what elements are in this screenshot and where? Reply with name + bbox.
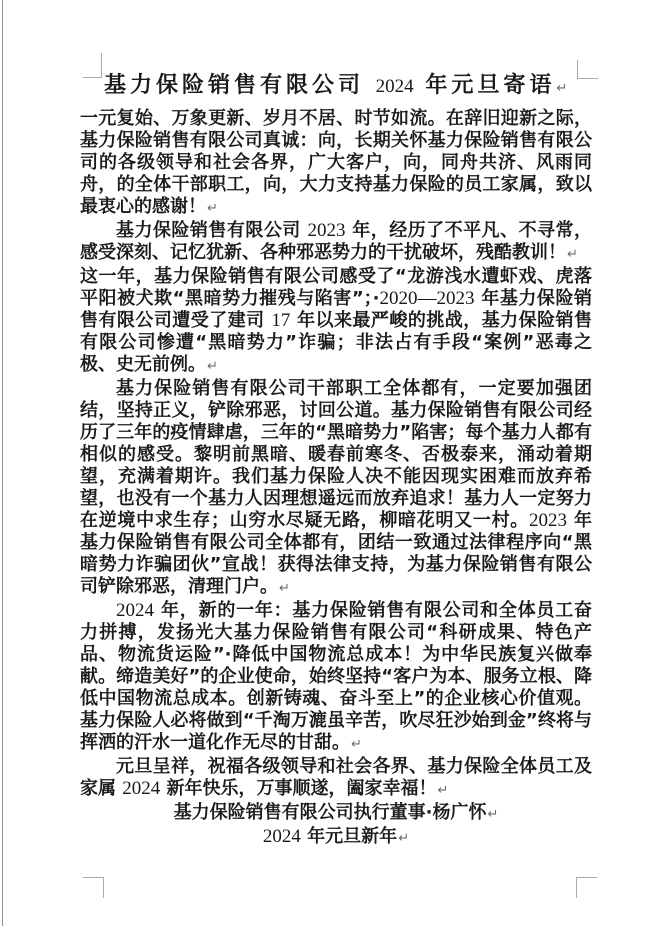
paragraph-text: 基力保险销售有限公司干部职工全体都有，一定要加强团结，坚持正义，铲除邪恶，讨回公道。基力保险销售有限公司经历了三年的疫情肆虐，三年的“黑暗势力”陷害；每个基力人都有相似的感受。黎明前黑暗、暖春前寒冬、否极泰来，涌动着期望，充满着期许。我们基力保险人决不能因现实困难而放弃希望，也没有一个基力人因理想遥远而放弃追求！基力人一定努力在逆境中求生存；山穷水尽疑无路，柳暗花明又一村。2023 年基力保险销售有限公司全体都有，团结一致通过法律程序向“黑暗势力诈骗团伙”宣战！获得法律支持，为基力保险销售有限公司铲除邪恶，清理门户。 bbox=[80, 378, 592, 597]
closing-line bbox=[80, 802, 592, 826]
paragraph-text: 基力保险销售有限公司执行董事·杨广怀 bbox=[173, 802, 487, 823]
line-break-mark: ↵ bbox=[556, 81, 568, 96]
paragraph bbox=[80, 378, 592, 600]
line-break-mark: ↵ bbox=[207, 359, 218, 374]
paragraph bbox=[80, 108, 592, 220]
line-break-mark: ↵ bbox=[567, 247, 578, 262]
line-break-mark: ↵ bbox=[398, 831, 410, 846]
closing-line bbox=[80, 826, 592, 850]
paragraph bbox=[80, 220, 592, 266]
paragraph bbox=[80, 756, 592, 802]
line-break-mark: ↵ bbox=[279, 581, 290, 596]
paragraph bbox=[80, 266, 592, 378]
line-break-mark: ↵ bbox=[437, 783, 449, 798]
paragraph-text: 基力保险销售有限公司 2023 年，经历了不平凡、不寻常，感受深刻、记忆犹新、各种邪恶势力的干扰破坏，残酷教训！ bbox=[80, 220, 593, 263]
paragraph-text: 2024 年，新的一年：基力保险销售有限公司和全体员工奋力拼搏，发扬光大基力保险销售有限公司“科研成果、特色产品、物流货运险”·降低中国物流总成本！为中华民族复兴做奉献。缔造美好”的企业使命，始终坚持“客户为本、服务立根、降低中国物流总成本。创新铸魂、奋斗至上”的企业核心价值观。基力保险人必将做到“千淘万漉虽辛苦，吹尽狂沙始到金”终将与挥洒的汗水一道化作无尽的甘甜。 bbox=[80, 600, 592, 753]
text-boundary-mark-bottom-right bbox=[576, 877, 597, 898]
line-break-mark: ↵ bbox=[207, 201, 218, 216]
text-boundary-mark-bottom-left bbox=[83, 877, 104, 898]
document-body bbox=[80, 72, 592, 850]
paragraph bbox=[80, 600, 592, 756]
document-title bbox=[104, 72, 592, 103]
page-edge-left bbox=[2, 0, 3, 926]
paragraph-text: 2024 年元旦新年 bbox=[262, 826, 398, 847]
line-break-mark: ↵ bbox=[351, 737, 362, 752]
paragraph-text: 元旦呈祥，祝福各级领导和社会各界、基力保险全体员工及家属 2024 新年快乐，万事顺遂，阖家幸福！ bbox=[80, 756, 592, 799]
paragraph-text: 这一年，基力保险销售有限公司感受了“龙游浅水遭虾戏、虎落平阳被犬欺“黑暗势力摧残与陷害”；·2020—2023 年基力保险销售有限公司遭受了建司 17 年以来最严峻的挑战，基力保险销售有限公司惨遭“黑暗势力”诈骗；非法占有手段“案例”恶毒之极、史无前例。 bbox=[80, 266, 593, 375]
paragraph-text: 一元复始、万象更新、岁月不居、时节如流。在辞旧迎新之际，基力保险销售有限公司真诚：向，长期关怀基力保险销售有限公司的各级领导和社会各界，广大客户，向，同舟共济、风雨同舟，的全体干部职工，向，大力支持基力保险的员工家属，致以最衷心的感谢！ bbox=[80, 108, 592, 217]
line-break-mark: ↵ bbox=[487, 807, 499, 822]
document-title-text: 基力保险销售有限公司 2024 年元旦寄语 bbox=[104, 73, 556, 98]
